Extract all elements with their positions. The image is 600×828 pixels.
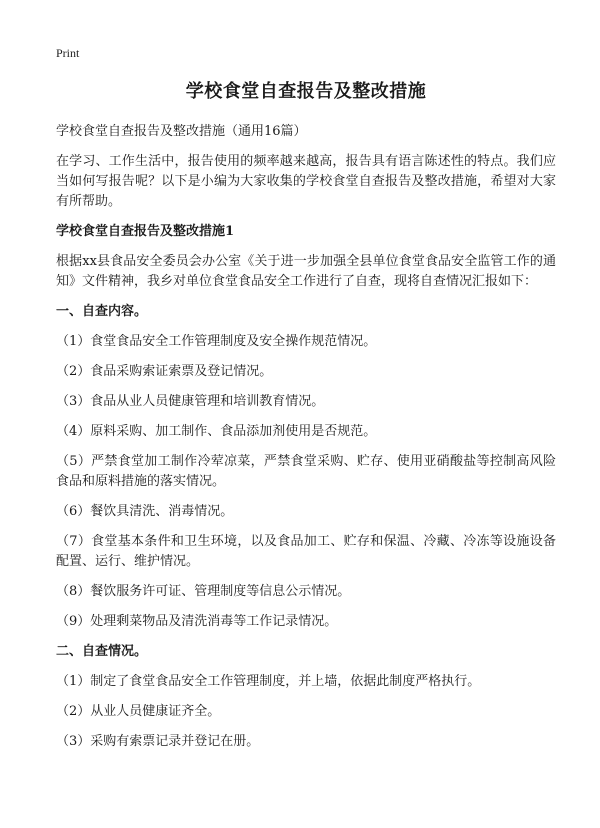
document-title: 学校食堂自查报告及整改措施 xyxy=(185,81,427,102)
list-item: （7）食堂基本条件和卫生环境，以及食品加工、贮存和保温、冷藏、冷冻等设施设备配置、运行、维护情况。 xyxy=(56,534,556,569)
list-item: （9）处理剩菜物品及清洗消毒等工作记录情况。 xyxy=(56,614,338,629)
document-page xyxy=(56,46,556,762)
section-heading: 学校食堂自查报告及整改措施1 xyxy=(56,224,235,239)
list-item: （3）采购有索票记录并登记在册。 xyxy=(56,734,260,749)
list-item: （6）餐饮具清洗、消毒情况。 xyxy=(56,504,234,519)
document-subtitle: 学校食堂自查报告及整改措施（通用16篇） xyxy=(56,124,307,139)
list-item: （2）从业人员健康证齐全。 xyxy=(56,704,221,719)
intro-paragraph: 在学习、工作生活中，报告使用的频率越来越高，报告具有语言陈述性的特点。我们应当如何写报告呢？以下是小编为大家收集的学校食堂自查报告及整改措施，希望对大家有所帮助。 xyxy=(56,154,556,209)
list-item: （1）食堂食品安全工作管理制度及安全操作规范情况。 xyxy=(56,334,377,349)
list-item: （4）原料采购、加工制作、食品添加剂使用是否规范。 xyxy=(56,424,377,439)
list-item: （8）餐饮服务许可证、管理制度等信息公示情况。 xyxy=(56,584,351,599)
part2-heading: 二、自查情况。 xyxy=(56,644,148,659)
print-label: Print xyxy=(56,46,80,60)
list-item: （5）严禁食堂加工制作冷荤凉菜，严禁食堂采购、贮存、使用亚硝酸盐等控制高风险食品和原料措施的落实情况。 xyxy=(56,454,556,489)
list-item: （2）食品采购索证索票及登记情况。 xyxy=(56,364,273,379)
section-intro-paragraph: 根据xx县食品安全委员会办公室《关于进一步加强全县单位食堂食品安全监管工作的通知》文件精神，我乡对单位食堂食品安全工作进行了自查，现将自查情况汇报如下： xyxy=(56,254,556,289)
list-item: （1）制定了食堂食品安全工作管理制度，并上墙，依据此制度严格执行。 xyxy=(56,674,481,689)
part1-heading: 一、自查内容。 xyxy=(56,304,148,319)
part1-list xyxy=(56,332,556,632)
list-item: （3）食品从业人员健康管理和培训教育情况。 xyxy=(56,394,325,409)
part2-list xyxy=(56,672,556,752)
